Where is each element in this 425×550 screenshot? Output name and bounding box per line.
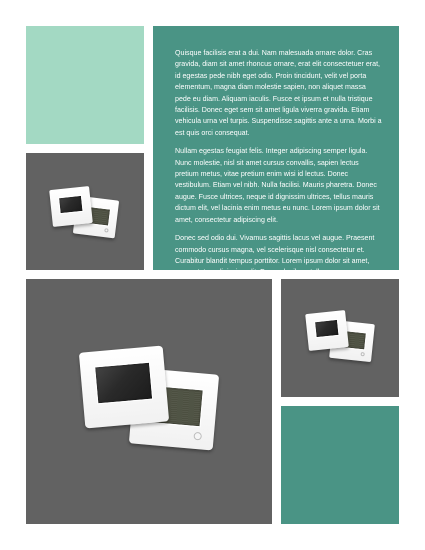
photo-slides-icon (49, 186, 119, 238)
slide-hole (193, 432, 202, 441)
slide-front (305, 310, 349, 351)
body-paragraph-1: Quisque facilisis erat a dui. Nam malesuada ornare dolor. Cras gravida, diam sit amet rhoncus ornare, erat elit consectetuer erat, id egestas pede nibh eget odio. Proin tincidunt, velit vel porta elementum, magna diam molestie sapien, non aliquet massa pede eu diam. Aliquam iaculis. Fusce et ipsum et nulla tristique facilisis. Donec eget sem sit amet ligula viverra gravida. Etiam vehicula urna vel turpis. Suspendisse sagittis ante a urna. Morbi a est quis orci consequat. (175, 49, 382, 137)
body-paragraph-3: Donec sed odio dui. Vivamus sagittis lacus vel augue. Praesent commodo cursus magna, vel scelerisque nisl consectetur et. Curabitur blandit tempus porttitor. Lorem ipsum dolor sit amet, consectetur adipiscing elit. Fusce dapibus, tellus ac cursus (175, 234, 375, 277)
slide-front (49, 186, 93, 227)
slide-window (94, 362, 153, 405)
teal-color-block (281, 406, 399, 524)
slide-window (314, 319, 340, 338)
gray-image-block-large (26, 279, 272, 524)
gray-image-block-right (281, 279, 399, 397)
slide-window (58, 195, 84, 214)
slide-hole (104, 228, 108, 232)
slide-front (79, 345, 169, 428)
slide-hole (360, 352, 364, 356)
gray-image-block-small (26, 153, 144, 270)
photo-slides-icon (76, 341, 236, 461)
body-paragraph-2: Nullam egestas feugiat felis. Integer adipiscing semper ligula. Nunc molestie, nisl sit amet cursus convallis, sapien lectus pretium metus, vitae pretium enim wisi id lectus. Donec vestibulum. Etiam vel nibh. Nulla facilisi. Mauris pharetra. Donec augue. Fusce ultrices, neque id dignissim ultrices, tellus mauris dictum elit, vel lacinia enim metus eu nunc. Lorem ipsum dolor sit amet, consectetur adipiscing elit. (175, 147, 380, 224)
body-text-panel (153, 26, 399, 277)
mint-color-block (26, 26, 144, 144)
photo-slides-icon (305, 309, 377, 363)
